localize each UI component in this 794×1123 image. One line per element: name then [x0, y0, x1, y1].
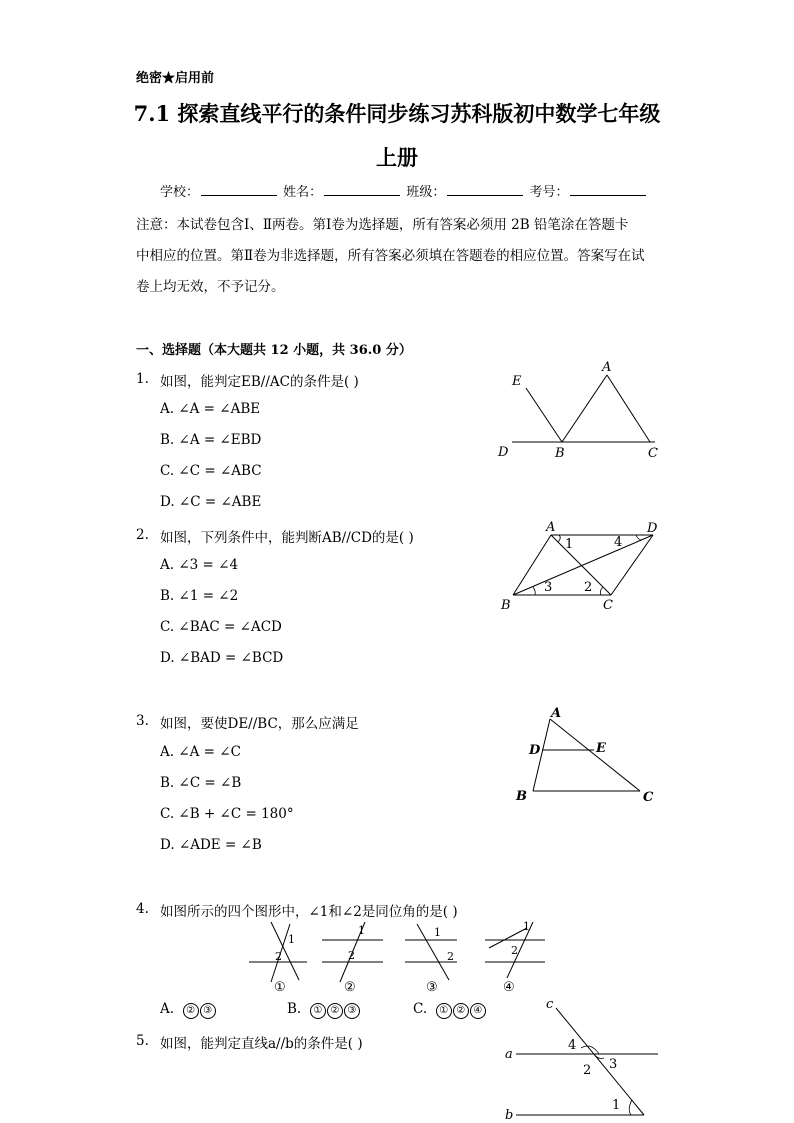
- school-field[interactable]: [201, 183, 277, 196]
- label-b: b: [505, 1108, 514, 1123]
- option-d[interactable]: D. ∠ADE = ∠B: [160, 837, 262, 853]
- angle-3-label: 3: [544, 580, 553, 595]
- option-d[interactable]: D. ∠C = ∠ABE: [160, 494, 262, 510]
- question-stem: 如图，能判定直线a//b的条件是( ): [160, 1036, 363, 1052]
- angle-1-label: 1: [358, 924, 365, 937]
- student-info-row: [160, 181, 648, 200]
- option-c[interactable]: C. ∠B + ∠C = 180°: [160, 806, 294, 822]
- option-a[interactable]: A. ∠A = ∠ABE: [160, 401, 261, 417]
- question-number: 5.: [136, 1033, 149, 1049]
- confidential-label: 绝密★启用前: [136, 71, 215, 86]
- label-C: C: [603, 598, 613, 613]
- notice-line-3: 卷上均无效，不予记分。: [136, 279, 285, 295]
- page-title-line-1: 7.1 探索直线平行的条件同步练习苏科版初中数学七年级: [133, 101, 661, 126]
- label-a: a: [505, 1047, 513, 1062]
- class-field[interactable]: [447, 183, 523, 196]
- angle-2-label: 2: [584, 580, 593, 595]
- notice-line-1: 注意：本试卷包含Ⅰ、Ⅱ两卷。第Ⅰ卷为选择题，所有答案必须用 2B 铅笔涂在答题卡: [136, 217, 629, 233]
- option-b[interactable]: B. ① ② ③: [287, 1001, 361, 1019]
- page-title-line-2: 上册: [376, 145, 418, 170]
- figure-4-4: [485, 920, 545, 994]
- angle-2-label: 2: [275, 950, 282, 963]
- angle-1-label: 1: [434, 926, 441, 939]
- question-stem: 如图，下列条件中，能判断AB//CD的是( ): [160, 530, 414, 546]
- angle-1-label: 1: [288, 933, 295, 946]
- question-stem: 如图，能判定EB//AC的条件是( ): [160, 374, 359, 390]
- label-A: A: [551, 706, 562, 721]
- label-D: D: [529, 743, 541, 758]
- question-number: 2.: [136, 527, 149, 543]
- caption-1: ①: [274, 980, 286, 994]
- label-A: A: [546, 520, 556, 535]
- option-a[interactable]: A. ② ③: [160, 1001, 217, 1019]
- label-D: D: [647, 521, 658, 536]
- angle-2-label: 2: [348, 949, 355, 962]
- name-label: 姓名：: [283, 185, 323, 200]
- name-field[interactable]: [324, 183, 400, 196]
- label-C: C: [648, 446, 658, 461]
- angle-1-label: 1: [523, 920, 530, 933]
- option-c[interactable]: C. ∠BAC = ∠ACD: [160, 619, 282, 635]
- label-A: A: [602, 360, 612, 375]
- figure-q3: [510, 700, 670, 810]
- option-c[interactable]: C. ① ② ④: [413, 1001, 487, 1019]
- figure-4-2: [322, 922, 383, 994]
- label-B: B: [501, 598, 511, 613]
- angle-1-label: 1: [565, 537, 574, 552]
- angle-2-label: 2: [447, 950, 454, 963]
- figure-4-1: [249, 922, 307, 994]
- figure-q4-set: [245, 918, 555, 994]
- question-number: 3.: [136, 713, 149, 729]
- option-b[interactable]: B. ∠1 = ∠2: [160, 588, 239, 604]
- caption-3: ③: [426, 980, 438, 994]
- section-heading: 一、选择题（本大题共 12 小题，共 36.0 分）: [136, 343, 412, 358]
- figure-q5: [498, 996, 670, 1123]
- question-stem: 如图，要使DE//BC，那么应满足: [160, 716, 359, 732]
- figure-4-3: [405, 924, 457, 994]
- figure-q2: [495, 516, 670, 616]
- angle-2-label: 2: [583, 1063, 592, 1078]
- notice-line-2: 中相应的位置。第Ⅱ卷为非选择题，所有答案必须填在答题卷的相应位置。答案写在试: [136, 248, 645, 264]
- question-number: 1.: [136, 371, 149, 387]
- label-c: c: [546, 997, 554, 1012]
- angle-4-label: 4: [614, 535, 623, 550]
- question-stem: 如图所示的四个图形中，∠1和∠2是同位角的是( ): [160, 904, 458, 920]
- school-label: 学校：: [160, 185, 200, 200]
- class-label: 班级：: [406, 185, 446, 200]
- angle-4-label: 4: [568, 1038, 577, 1053]
- option-b[interactable]: B. ∠C = ∠B: [160, 775, 242, 791]
- question-number: 4.: [136, 901, 149, 917]
- figure-q1: [490, 358, 670, 464]
- label-C: C: [643, 790, 654, 805]
- exam-no-field[interactable]: [570, 183, 646, 196]
- caption-4: ④: [503, 980, 515, 994]
- label-B: B: [516, 789, 527, 804]
- option-c[interactable]: C. ∠C = ∠ABC: [160, 463, 262, 479]
- label-B: B: [555, 446, 565, 461]
- option-a[interactable]: A. ∠3 = ∠4: [160, 557, 239, 573]
- option-b[interactable]: B. ∠A = ∠EBD: [160, 432, 262, 448]
- angle-2-label: 2: [511, 944, 518, 957]
- caption-2: ②: [344, 980, 356, 994]
- label-D: D: [498, 445, 509, 460]
- option-a[interactable]: A. ∠A = ∠C: [160, 744, 241, 760]
- exam-no-label: 考号：: [529, 185, 569, 200]
- label-E: E: [512, 374, 522, 389]
- angle-1-label: 1: [612, 1098, 621, 1113]
- angle-3-label: 3: [609, 1057, 618, 1072]
- label-E: E: [596, 741, 606, 756]
- option-d[interactable]: D. ∠BAD = ∠BCD: [160, 650, 284, 666]
